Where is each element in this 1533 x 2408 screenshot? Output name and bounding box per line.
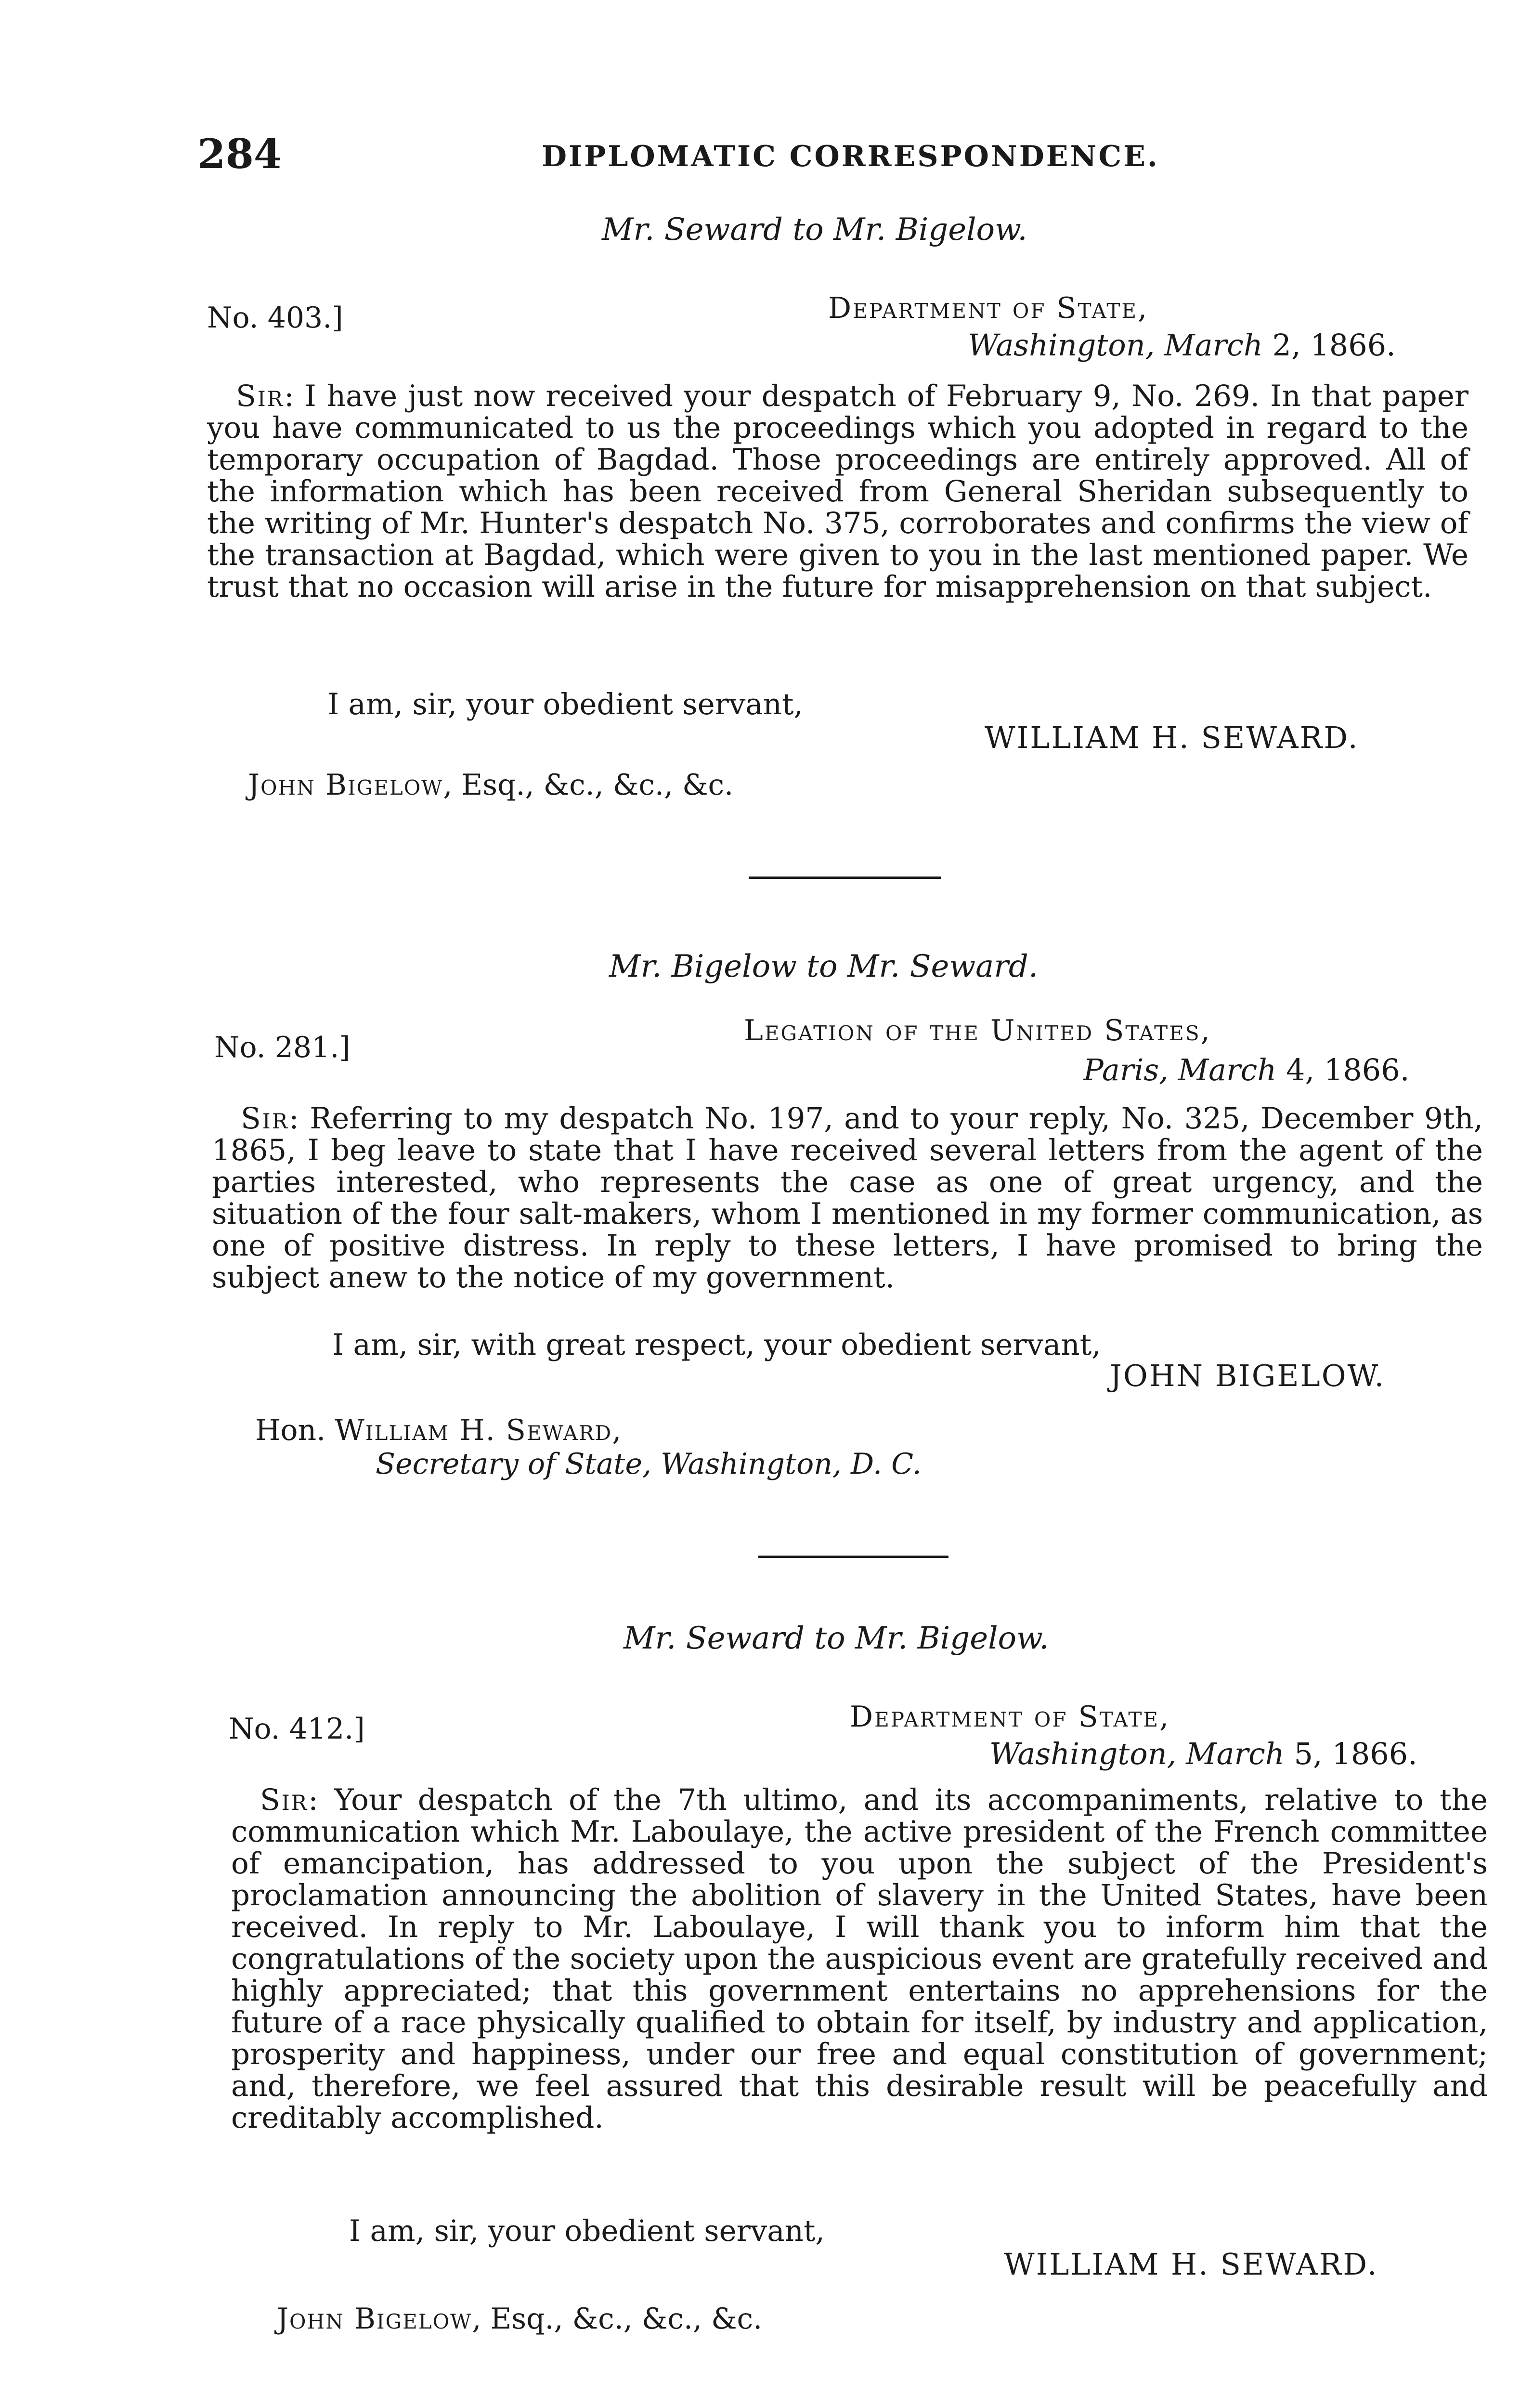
letter-2-dateline <box>1083 1052 1409 1087</box>
letter-1-dateline-place: Washington, March <box>968 327 1263 363</box>
letter-2-addressee-title: Secretary of State, Washington, D. C. <box>376 1447 922 1481</box>
letter-2-addressee-name: William H. Seward, <box>335 1413 623 1447</box>
letter-1-dateline-date: 2, 1866. <box>1262 327 1396 363</box>
letter-2-addressee <box>255 1413 622 1447</box>
letter-3-office: Department of State, <box>850 1700 1170 1734</box>
letter-2-heading: Mr. Bigelow to Mr. Seward. <box>609 949 1039 984</box>
letter-3-addressee-suffix: , Esq., &c., &c., &c. <box>472 2302 763 2336</box>
letter-3-body-text: : Your despatch of the 7th ultimo, and its accompaniments, relative to the communication which Mr. Laboulaye, the active president of the French committee of emancipation, has addressed to you upon the subject of the President's proclamation announcing the abolition of slavery in the United States, have been received. In reply to Mr. Laboulaye, I will thank you to inform him that the congratulations of the society upon the auspicious event are gratefully received and highly appreciated; that this government entertains no apprehensions for the future of a race physically qualified to obtain for itself, by industry and application, prosperity and happiness, under our free and equal constitution of government; and, therefore, we feel assured that this desirable result will be peacefully and creditably accomplished. <box>231 1783 1488 2135</box>
letter-1-addressee-suffix: , Esq., &c., &c., &c. <box>443 768 734 802</box>
letter-2-dateline-date: 4, 1866. <box>1276 1052 1410 1087</box>
letter-2-dateline-place: Paris, March <box>1083 1052 1277 1087</box>
letter-2-body-text: : Referring to my despatch No. 197, and to your reply, No. 325, December 9th, 1865, I beg leave to state that I have received several letters from the agent of the parties interested, who represents the case as one of great urgency, and the situation of the four salt-makers, whom I mentioned in my former communication, as one of positive distress. In reply to these letters, I have promised to bring the subject anew to the notice of my government. <box>212 1101 1483 1295</box>
letter-3-dateline <box>989 1736 1417 1771</box>
running-title: DIPLOMATIC CORRESPONDENCE. <box>542 140 1159 173</box>
letter-3-body <box>231 1784 1488 2134</box>
letter-1-addressee <box>248 768 733 802</box>
letter-1-dateline <box>968 327 1396 363</box>
letter-1-number: No. 403.] <box>207 301 343 335</box>
letter-2-office: Legation of the United States, <box>744 1014 1211 1047</box>
letter-3-closing: I am, sir, your obedient servant, <box>349 2214 825 2248</box>
page-number: 284 <box>197 130 282 178</box>
letter-3-addressee <box>277 2302 762 2336</box>
letter-3-addressee-name: John Bigelow <box>277 2302 472 2336</box>
letter-3-signature: WILLIAM H. SEWARD. <box>1004 2247 1378 2282</box>
letter-2-salutation: Sir <box>241 1101 289 1136</box>
letter-3-heading: Mr. Seward to Mr. Bigelow. <box>624 1621 1049 1656</box>
letter-2-closing: I am, sir, with great respect, your obedient servant, <box>332 1328 1101 1362</box>
letter-3-number: No. 412.] <box>229 1712 365 1746</box>
section-divider <box>749 877 941 879</box>
letter-1-office: Department of State, <box>828 291 1149 325</box>
letter-1-body-text: : I have just now received your despatch of February 9, No. 269. In that paper you have communicated to us the proceedings which you adopted in regard to the temporary occupation of Bagdad. Those proceedings are entirely approved. All of the information which has been received from General Sheridan subsequently to the writing of Mr. Hunter's despatch No. 375, corroborates and confirms the view of the transaction at Bagdad, which were given to you in the last mentioned paper. We trust that no occasion will arise in the future for misapprehension on that subject. <box>207 379 1468 604</box>
letter-2-signature: JOHN BIGELOW. <box>1110 1358 1386 1393</box>
section-divider <box>758 1556 948 1558</box>
letter-3-dateline-date: 5, 1866. <box>1284 1736 1417 1771</box>
letter-2-body <box>212 1103 1483 1294</box>
letter-1-salutation: Sir <box>236 379 285 413</box>
letter-1-body <box>207 380 1468 603</box>
letter-1-signature: WILLIAM H. SEWARD. <box>985 720 1359 755</box>
letter-2-addressee-prefix: Hon. <box>255 1413 335 1447</box>
letter-1-closing: I am, sir, your obedient servant, <box>327 687 803 721</box>
letter-1-heading: Mr. Seward to Mr. Bigelow. <box>602 212 1027 248</box>
letter-2-number: No. 281.] <box>214 1031 351 1064</box>
letter-3-dateline-place: Washington, March <box>989 1736 1285 1771</box>
letter-3-salutation: Sir <box>260 1783 309 1817</box>
letter-1-addressee-name: John Bigelow <box>248 768 443 802</box>
